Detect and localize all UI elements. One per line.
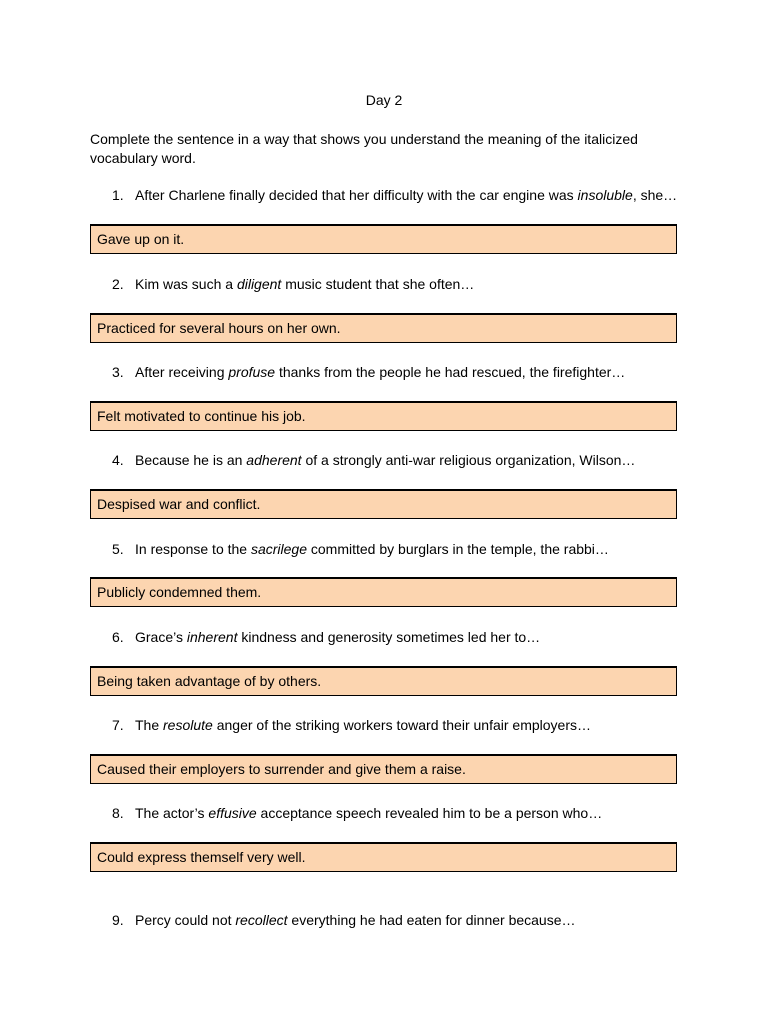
vocabulary-word: resolute bbox=[163, 717, 213, 733]
question-number: 5. bbox=[112, 541, 124, 557]
question-number: 4. bbox=[112, 452, 124, 468]
answer-6[interactable]: Being taken advantage of by others. bbox=[90, 666, 677, 696]
question-number: 9. bbox=[112, 912, 124, 928]
answer-1[interactable]: Gave up on it. bbox=[90, 224, 677, 254]
answer-3[interactable]: Felt motivated to continue his job. bbox=[90, 401, 677, 431]
question-number: 1. bbox=[112, 187, 124, 203]
instructions: Complete the sentence in a way that shows you understand the meaning of the italicized vocabulary word. bbox=[90, 131, 638, 166]
question-text: In response to the sacrilege committed by burglars in the temple, the rabbi… bbox=[135, 541, 609, 557]
question-number: 3. bbox=[112, 364, 124, 380]
question-number: 2. bbox=[112, 276, 124, 292]
vocabulary-word: inherent bbox=[186, 629, 238, 645]
answer-2[interactable]: Practiced for several hours on her own. bbox=[90, 313, 677, 343]
answer-4[interactable]: Despised war and conflict. bbox=[90, 489, 677, 519]
question-text: The actor’s effusive acceptance speech revealed him to be a person who… bbox=[135, 805, 603, 821]
question-text: After receiving profuse thanks from the people he had rescued, the firefighter… bbox=[135, 364, 626, 380]
question-number: 6. bbox=[112, 629, 124, 645]
question-number: 8. bbox=[112, 805, 124, 821]
answer-7[interactable]: Caused their employers to surrender and give them a raise. bbox=[90, 754, 677, 784]
question-text: Grace’s inherent kindness and generosity sometimes led her to… bbox=[135, 629, 541, 645]
question-text: After Charlene finally decided that her difficulty with the car engine was insoluble, she… bbox=[135, 187, 678, 203]
question-text: The resolute anger of the striking workers toward their unfair employers… bbox=[135, 717, 591, 733]
question-text: Kim was such a diligent music student that she often… bbox=[135, 276, 475, 292]
vocabulary-word: profuse bbox=[228, 364, 276, 380]
vocabulary-word: recollect bbox=[235, 912, 288, 928]
vocabulary-word: sacrilege bbox=[250, 541, 307, 557]
page-title: Day 2 bbox=[365, 92, 403, 108]
vocabulary-word: adherent bbox=[246, 452, 302, 468]
answer-5[interactable]: Publicly condemned them. bbox=[90, 577, 677, 607]
vocabulary-word: effusive bbox=[208, 805, 257, 821]
vocabulary-word: diligent bbox=[236, 276, 282, 292]
question-text: Because he is an adherent of a strongly anti-war religious organization, Wilson… bbox=[135, 452, 636, 468]
answer-8[interactable]: Could express themself very well. bbox=[90, 842, 677, 872]
question-text: Percy could not recollect everything he had eaten for dinner because… bbox=[135, 912, 576, 928]
question-number: 7. bbox=[112, 717, 124, 733]
vocabulary-word: insoluble bbox=[577, 187, 633, 203]
